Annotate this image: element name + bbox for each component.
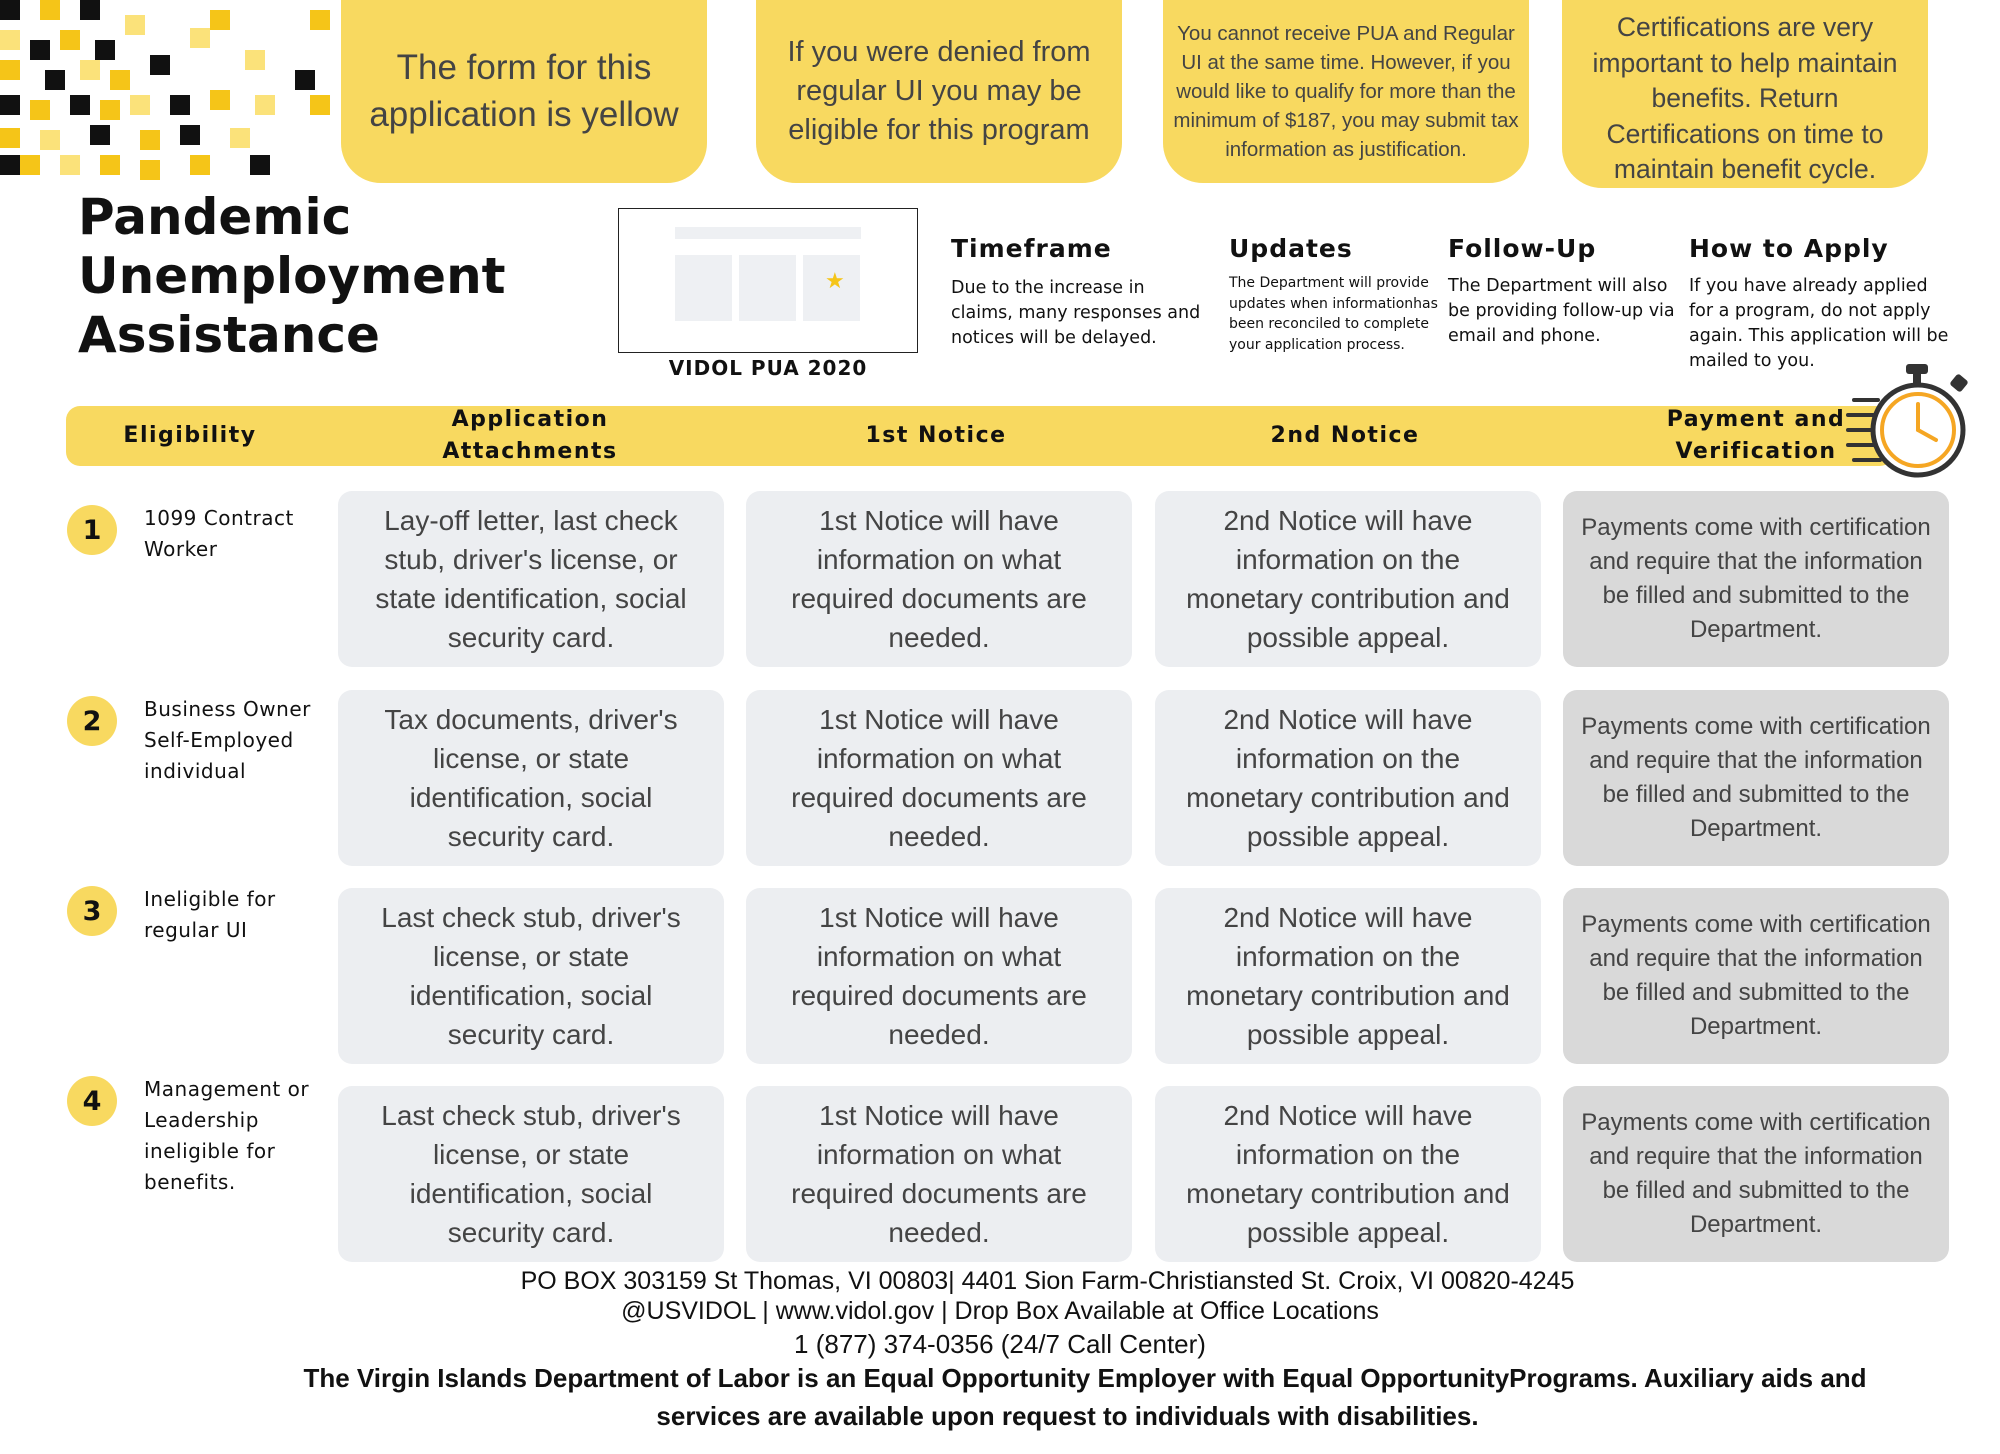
page-title-line2: Unemployment [78, 247, 506, 305]
updates-heading: Updates [1229, 234, 1353, 263]
updates-body: The Department will provide updates when informationhas been reconciled to complete your application process. [1229, 275, 1438, 353]
preview-caption: VIDOL PUA 2020 [668, 356, 868, 380]
timeframe-body: Due to the increase in claims, many responses and notices will be delayed. [951, 278, 1201, 348]
eligibility-label: Business Owner Self-Employed individual [144, 697, 311, 783]
application-form-preview [618, 208, 918, 353]
row-number-badge: 1 [67, 505, 117, 555]
second-notice-card: 2nd Notice will have information on the monetary contribution and possible appeal. [1155, 888, 1541, 1064]
attachments-card: Last check stub, driver's license, or state identification, social security card. [338, 1086, 724, 1262]
column-header-eligibility: Eligibility [123, 423, 257, 448]
first-notice-card: 1st Notice will have information on what required documents are needed. [746, 491, 1132, 667]
footer-address: PO BOX 303159 St Thomas, VI 00803| 4401 Sion Farm-Christiansted St. Croix, VI 00820-4245 [520, 1267, 1575, 1295]
how-to-apply-body: If you have already applied for a program, do not apply again. This application will be mailed to you. [1689, 276, 1949, 371]
footer-eeo-line1: The Virgin Islands Department of Labor is an Equal Opportunity Employer with Equal OpportunityPrograms. Auxiliary aids and [303, 1363, 1867, 1393]
stopwatch-icon [1846, 360, 1976, 490]
callout-certifications: Certifications are very important to help maintain benefits. Return Certifications on time to maintain benefit cycle. [1562, 0, 1928, 188]
eligibility-label: Ineligible for regular UI [144, 887, 276, 942]
callout-form-color: The form for this application is yellow [341, 0, 707, 183]
callout-denied-regular-ui: If you were denied from regular UI you may be eligible for this program [756, 0, 1122, 183]
second-notice-card: 2nd Notice will have information on the monetary contribution and possible appeal. [1155, 690, 1541, 866]
eligibility-label: 1099 Contract Worker [144, 506, 294, 561]
star-icon: ★ [825, 269, 845, 294]
attachments-card: Last check stub, driver's license, or state identification, social security card. [338, 888, 724, 1064]
row-number-badge: 3 [67, 886, 117, 936]
payment-card: Payments come with certification and require that the information be filled and submitted to the Department. [1563, 888, 1949, 1064]
how-to-apply-heading: How to Apply [1689, 234, 1889, 263]
payment-card: Payments come with certification and require that the information be filled and submitted to the Department. [1563, 491, 1949, 667]
column-header-payment: Payment and Verification [1666, 407, 1846, 464]
payment-card: Payments come with certification and require that the information be filled and submitted to the Department. [1563, 690, 1949, 866]
page-title-line1: Pandemic [78, 188, 352, 246]
timeframe-heading: Timeframe [951, 234, 1112, 263]
footer-phone: 1 (877) 374-0356 (24/7 Call Center) [794, 1329, 1206, 1359]
preview-cell [739, 255, 796, 321]
first-notice-card: 1st Notice will have information on what required documents are needed. [746, 888, 1132, 1064]
row-number-badge: 2 [67, 696, 117, 746]
preview-header-bar [675, 227, 861, 239]
attachments-card: Tax documents, driver's license, or state identification, social security card. [338, 690, 724, 866]
second-notice-card: 2nd Notice will have information on the monetary contribution and possible appeal. [1155, 1086, 1541, 1262]
callout-pua-vs-regular-ui: You cannot receive PUA and Regular UI at the same time. However, if you would like to qualify for more than the minimum of $187, you may submit tax information as justification. [1163, 0, 1529, 183]
footer-eeo-line2: services are available upon request to individuals with disabilities. [656, 1401, 1479, 1431]
attachments-card: Lay-off letter, last check stub, driver's license, or state identification, social security card. [338, 491, 724, 667]
page-title [78, 188, 506, 365]
column-header-2nd-notice: 2nd Notice [1270, 423, 1420, 448]
page-title-line3: Assistance [78, 306, 380, 364]
column-header-1st-notice: 1st Notice [865, 423, 1007, 448]
footer-contact: @USVIDOL | www.vidol.gov | Drop Box Available at Office Locations [621, 1297, 1379, 1325]
column-header-attachments: Application Attachments [442, 407, 618, 464]
follow-up-heading: Follow-Up [1448, 234, 1597, 263]
second-notice-card: 2nd Notice will have information on the monetary contribution and possible appeal. [1155, 491, 1541, 667]
follow-up-body: The Department will also be providing follow-up via email and phone. [1448, 276, 1675, 346]
preview-cell [675, 255, 732, 321]
payment-card: Payments come with certification and require that the information be filled and submitted to the Department. [1563, 1086, 1949, 1262]
eligibility-label: Management or Leadership ineligible for benefits. [144, 1077, 310, 1194]
row-number-badge: 4 [67, 1076, 117, 1126]
first-notice-card: 1st Notice will have information on what required documents are needed. [746, 690, 1132, 866]
first-notice-card: 1st Notice will have information on what required documents are needed. [746, 1086, 1132, 1262]
